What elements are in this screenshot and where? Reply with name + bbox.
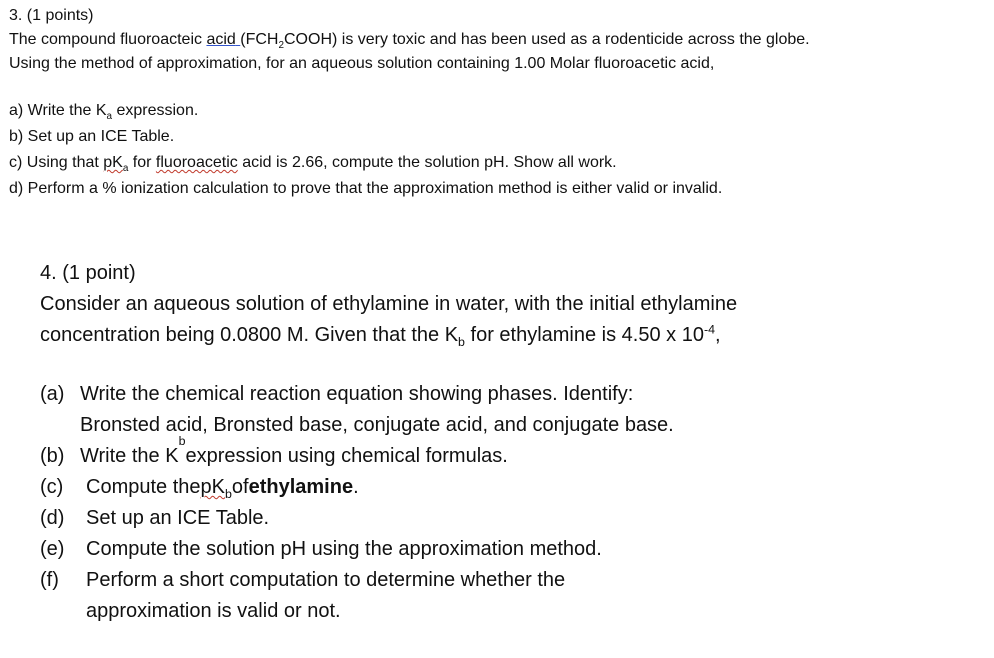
question-3-part-d: d) Perform a % ionization calculation to prove that the approximation method is either valid or invalid.: [9, 180, 723, 197]
question-4-part-a-continued: Bronsted acid, Bronsted base, conjugate acid, and conjugate base.: [80, 414, 674, 436]
intro-text: The compound fluoroacteic: [9, 31, 207, 48]
intro-text-end: is very toxic and has been used as a rodenticide across the globe.: [337, 31, 810, 48]
question-3-part-c: c) Using that $pK_a$ for fluoroacetic acid is 2.66, compute the solution pH. Show all work.: [9, 154, 617, 175]
part-marker: (f): [40, 569, 59, 591]
part-marker: (a): [40, 383, 65, 405]
bold-ethylamine: ethylamine: [248, 476, 354, 498]
question-4-part-c: (c) Compute the $pK_b$ of ethylamine .: [40, 472, 980, 503]
question-4-part-a: (a) Write the chemical reaction equation showing phases. Identify:: [40, 379, 980, 410]
part-marker: (d): [40, 507, 65, 529]
question-4-part-e: (e) Compute the solution pH using the approximation method.: [40, 534, 980, 565]
question-4: [40, 258, 980, 627]
question-4-intro-line-2: concentration being 0.0800 M. Given that the $K_b$ for ethylamine is 4.50 x $10^{-4}$,: [40, 322, 721, 349]
question-4-part-b: (b) Write the K b expression using chemical formulas.: [40, 441, 980, 472]
question-4-header: 4. (1 point): [40, 262, 136, 284]
question-3-intro-line-2: Using the method of approximation, for an aqueous solution containing 1.00 Molar fluoroacetic acid,: [9, 55, 715, 72]
spellcheck-fluoroacetic: fluoroacetic: [155, 154, 238, 171]
chemical-formula: $(FCH_2COOH)$: [240, 31, 338, 52]
question-3-part-a: a) Write the $K_a$ expression.: [9, 102, 199, 123]
question-3: [9, 4, 984, 202]
question-3-header: 3. (1 points): [9, 7, 94, 24]
part-marker: (e): [40, 538, 65, 560]
question-3-part-b: b) Set up an ICE Table.: [9, 128, 175, 145]
question-4-part-d: (d) Set up an ICE Table.: [40, 503, 980, 534]
part-marker: (b): [40, 445, 65, 467]
question-4-part-f-continued: approximation is valid or not.: [86, 600, 341, 622]
question-4-part-f: (f) Perform a short computation to determine whether the: [40, 565, 980, 596]
spellcheck-underlined-word: acid: [206, 31, 236, 48]
part-marker: (c): [40, 476, 64, 498]
spellcheck-pka: $pK_a$: [103, 154, 129, 175]
question-4-intro-line-1: Consider an aqueous solution of ethylamine in water, with the initial ethylamine: [40, 293, 738, 315]
question-3-intro-line-1: [9, 28, 984, 52]
spellcheck-pkb: $pK_b$: [200, 476, 232, 501]
